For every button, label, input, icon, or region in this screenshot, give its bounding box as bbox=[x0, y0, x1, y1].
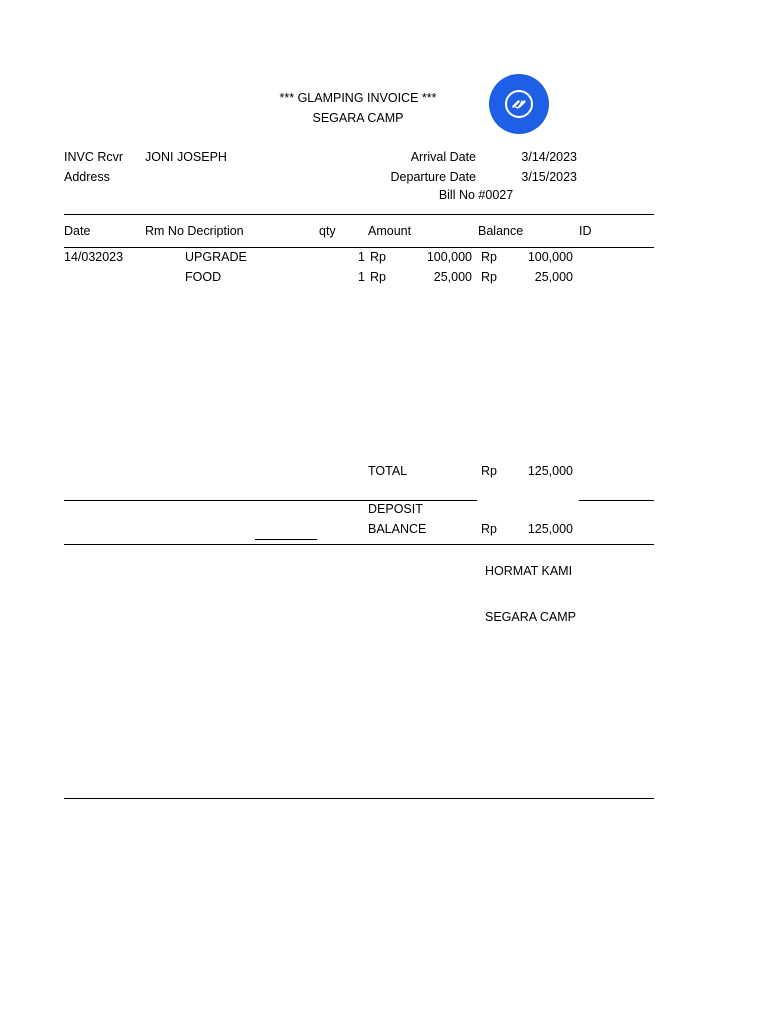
divider bbox=[579, 500, 654, 501]
row-date: 14/032023 bbox=[64, 250, 124, 264]
row-amount: 100,000 bbox=[426, 250, 472, 264]
total-label: TOTAL bbox=[368, 464, 408, 478]
link-icon bbox=[489, 74, 549, 134]
bill-number: Bill No #0027 bbox=[438, 188, 514, 202]
receiver-value: JONI JOSEPH bbox=[145, 150, 227, 164]
arrival-date-value: 3/14/2023 bbox=[521, 150, 577, 164]
arrival-date-label: Arrival Date bbox=[410, 150, 476, 164]
row-amount-currency: Rp bbox=[370, 250, 386, 264]
divider bbox=[64, 214, 654, 215]
col-date: Date bbox=[64, 224, 91, 238]
total-value: 125,000 bbox=[527, 464, 573, 478]
signature-company: SEGARA CAMP bbox=[485, 610, 576, 624]
row-balance: 25,000 bbox=[534, 270, 573, 284]
col-id: ID bbox=[579, 224, 592, 238]
row-amount: 25,000 bbox=[433, 270, 472, 284]
deposit-label: DEPOSIT bbox=[368, 502, 423, 516]
invoice-title: *** GLAMPING INVOICE *** bbox=[279, 91, 437, 105]
address-label: Address bbox=[64, 170, 110, 184]
row-balance-currency: Rp bbox=[481, 250, 497, 264]
row-description: FOOD bbox=[185, 270, 222, 284]
row-balance: 100,000 bbox=[527, 250, 573, 264]
total-currency: Rp bbox=[481, 464, 497, 478]
col-description: Rm No Decription bbox=[145, 224, 244, 238]
invoice-subtitle: SEGARA CAMP bbox=[312, 111, 404, 125]
row-qty: 1 bbox=[358, 250, 365, 264]
receiver-label: INVC Rcvr bbox=[64, 150, 124, 164]
divider bbox=[64, 247, 654, 248]
divider bbox=[255, 539, 317, 540]
regards-text: HORMAT KAMI bbox=[485, 564, 573, 578]
row-description: UPGRADE bbox=[185, 250, 247, 264]
balance-value: 125,000 bbox=[527, 522, 573, 536]
departure-date-value: 3/15/2023 bbox=[521, 170, 577, 184]
col-balance: Balance bbox=[478, 224, 524, 238]
col-amount: Amount bbox=[368, 224, 412, 238]
divider bbox=[64, 798, 654, 799]
divider bbox=[64, 544, 654, 545]
logo bbox=[489, 74, 549, 134]
departure-date-label: Departure Date bbox=[390, 170, 476, 184]
balance-label: BALANCE bbox=[368, 522, 427, 536]
row-qty: 1 bbox=[358, 270, 365, 284]
row-amount-currency: Rp bbox=[370, 270, 386, 284]
row-balance-currency: Rp bbox=[481, 270, 497, 284]
col-qty: qty bbox=[319, 224, 336, 238]
balance-currency: Rp bbox=[481, 522, 497, 536]
